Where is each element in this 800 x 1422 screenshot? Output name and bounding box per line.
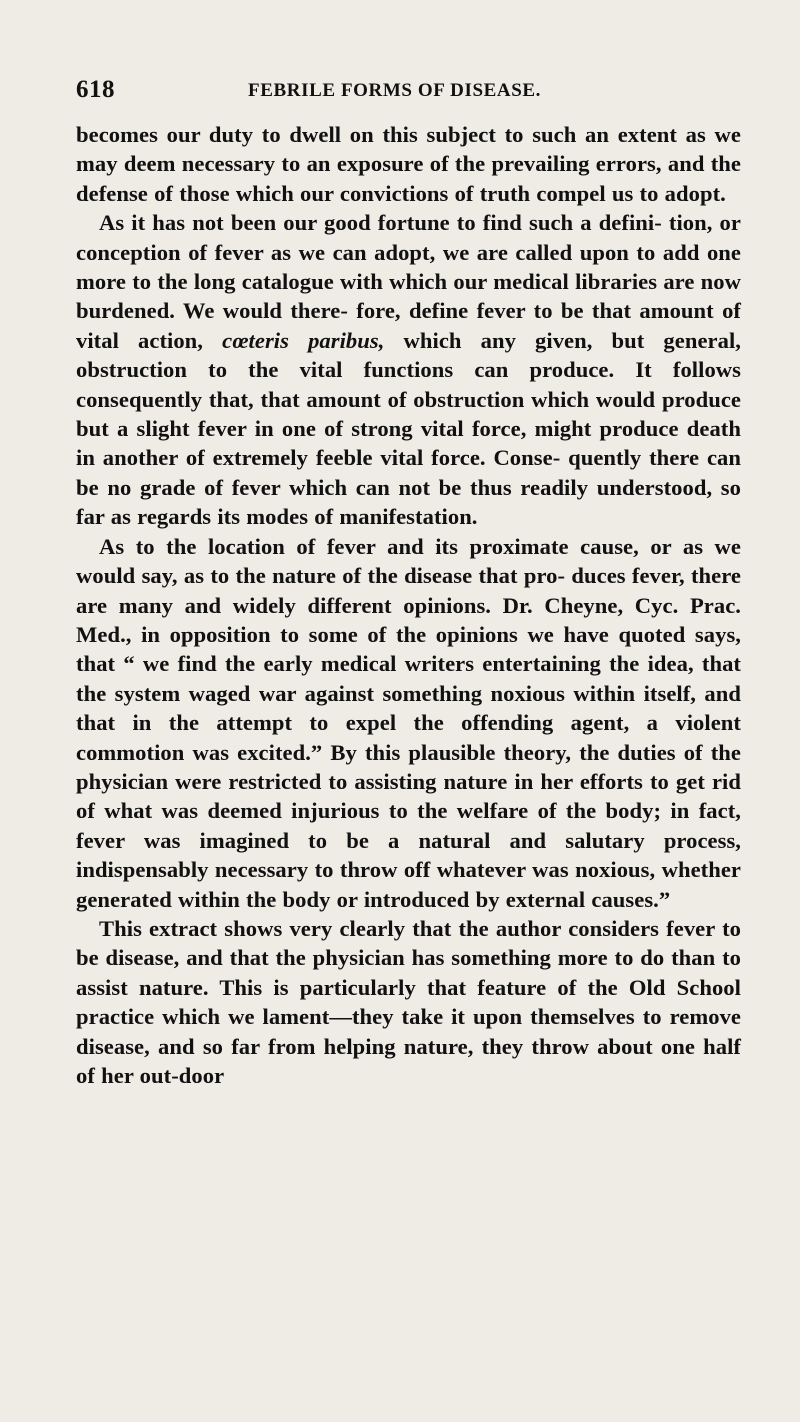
paragraph-1: becomes our duty to dwell on this subject to such an extent as we may deem necessary to an exposure of the prevailing errors, and the defense of those which our convictions of truth compel us to adopt. xyxy=(76,122,741,206)
running-head xyxy=(76,62,741,114)
paragraph-2 xyxy=(76,208,741,531)
paragraph-2-text-b: which any given, but general, obstruction to the vital functions can produce. It follows consequently that, that amount of obstruction which would produce but a slight fever in one of strong vital force, might produce death in another of extremely feeble vital force. Conse- quently there can be no grade of fever which can not be thus readily understood, so far as regards its modes of manifestation. xyxy=(76,327,741,530)
book-page xyxy=(76,62,741,1090)
paragraph-2-text-a: As it has not been our good fortune to find such a defini- tion, or conception of fever as we can adopt, we are called upon to add one more to the long catalogue with which our medical libraries are now burdened. We would there- fore, define fever to be that amount of vital action, xyxy=(76,210,741,353)
latin-phrase: cœteris paribus, xyxy=(222,327,385,353)
running-title: FEBRILE FORMS OF DISEASE. xyxy=(248,80,542,101)
body-text xyxy=(76,120,741,1090)
page-number: 618 xyxy=(76,76,115,103)
paragraph-4: This extract shows very clearly that the author considers fever to be disease, and that the physician has something more to do than to assist nature. This is particularly that feature of the Old School practice which we lament—they take it upon themselves to remove disease, and so far from helping nature, they throw about one half of her out-door xyxy=(76,915,741,1088)
paragraph-3: As to the location of fever and its proximate cause, or as we would say, as to the nature of the disease that pro- duces fever, there are many and widely different opinions. Dr. Cheyne, Cyc. Prac. Med., in opposition to some of the opinions we have quoted says, that “ we find the early medical writers entertaining the idea, that the system waged war against something noxious within itself, and that in the attempt to expel the offending agent, a violent commotion was excited.” By this plausible theory, the duties of the physician were restricted to assisting nature in her efforts to get rid of what was deemed injurious to the welfare of the body; in fact, fever was imagined to be a natural and salutary process, indispensably necessary to throw off whatever was noxious, whether generated within the body or introduced by external causes.” xyxy=(76,533,741,912)
